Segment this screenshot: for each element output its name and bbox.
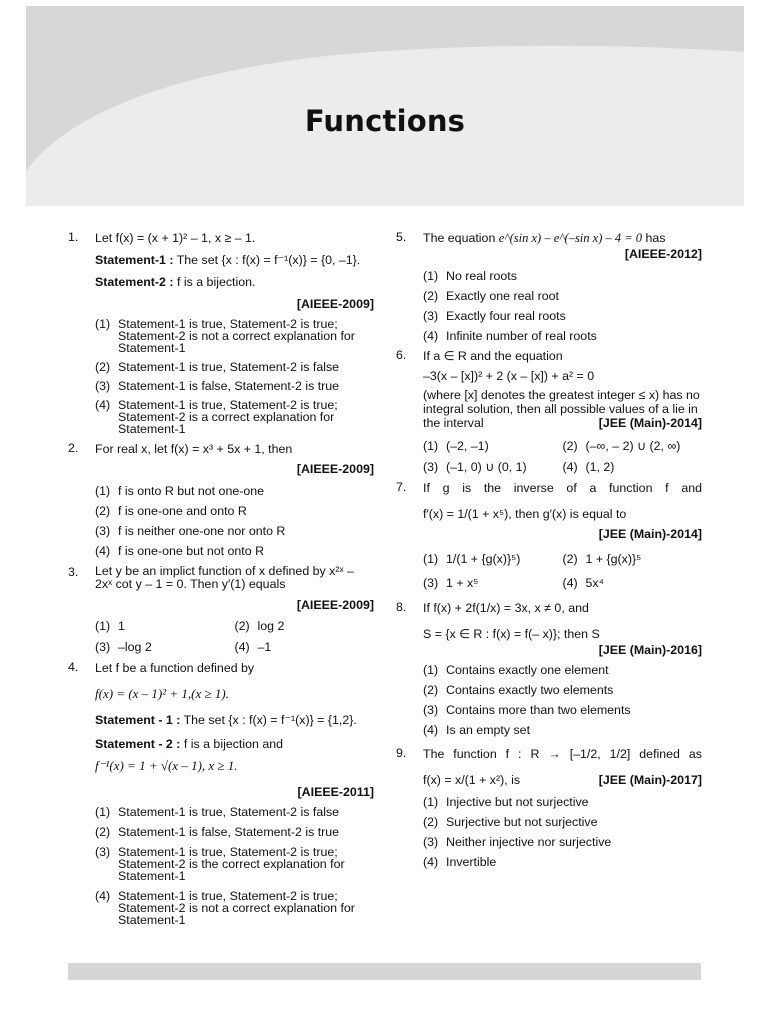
question-stem: For real x, let f(x) = x³ + 5x + 1, then xyxy=(95,442,293,456)
question-3 xyxy=(68,565,374,654)
question-9 xyxy=(396,746,702,868)
question-stem: Let y be an implict function of x defined by x²ˣ – 2xˣ cot y – 1 = 0. Then y′(1) equals xyxy=(95,564,354,591)
question-number: 3. xyxy=(68,565,79,579)
question-stem: If g is the inverse of a function f and xyxy=(423,481,702,495)
source-tag: [JEE (Main)-2014] xyxy=(598,416,702,430)
statement-2: Statement - 2 : f is a bijection and xyxy=(95,737,284,751)
question-6 xyxy=(396,348,702,474)
statement-1: Statement - 1 : The set {x : f(x) = f⁻¹(x)} = {1,2}. xyxy=(95,713,357,727)
option-4: (4) f is one-one but not onto R xyxy=(95,544,265,558)
option-2: (2) (–∞, – 2) ∪ (2, ∞) xyxy=(562,439,681,453)
source-tag: [JEE (Main)-2014] xyxy=(598,527,702,541)
option-1: (1) (–2, –1) xyxy=(423,439,489,453)
option-1: (1) Statement-1 is true, Statement-2 is false xyxy=(95,805,340,819)
option-4: (4) 5x⁴ xyxy=(562,576,604,590)
question-number: 5. xyxy=(396,230,407,244)
option-3: (3) Neither injective nor surjective xyxy=(423,835,612,849)
option-3: (3) Exactly four real roots xyxy=(423,309,566,323)
source-tag: [AIEEE-2009] xyxy=(296,598,374,612)
source-tag: [AIEEE-2009] xyxy=(296,462,374,476)
option-4: (4) Infinite number of real roots xyxy=(423,329,597,343)
option-2: (2) f is one-one and onto R xyxy=(95,504,247,518)
option-2: (2) 1 + {g(x)}⁵ xyxy=(562,552,642,566)
question-stem: The equation e^(sin x) – e^(–sin x) – 4 = 0 has xyxy=(423,231,666,245)
question-stem: The function f : R → [–1/2, 1/2] defined as xyxy=(423,747,702,761)
condition: f′(x) = 1/(1 + x⁵), then g′(x) is equal to xyxy=(423,507,627,521)
option-4: (4) Statement-1 is true, Statement-2 is true; Statement-2 is a correct explanation for Statement-1 xyxy=(95,398,338,436)
question-4 xyxy=(68,660,374,926)
equation: e^(sin x) – e^(–sin x) – 4 = 0 xyxy=(498,231,643,245)
question-note: (where [x] denotes the greatest integer ≤ x) has no integral solution, then all possible values of a lie in the interval xyxy=(423,388,700,430)
option-4: (4) (1, 2) xyxy=(562,460,615,474)
option-1: (1) Statement-1 is true, Statement-2 is true; Statement-2 is not a correct explanation for Statement-1 xyxy=(95,317,355,355)
right-column xyxy=(396,230,702,868)
question-number: 8. xyxy=(396,600,407,614)
option-2: (2) Exactly one real root xyxy=(423,289,559,303)
option-3: (3) Statement-1 is false, Statement-2 is true xyxy=(95,379,340,393)
options-row-1 xyxy=(95,619,374,633)
function-definition: f(x) = x/(1 + x²), is xyxy=(423,773,521,787)
option-1: (1) Injective but not surjective xyxy=(423,795,589,809)
question-stem: Let f(x) = (x + 1)² – 1, x ≥ – 1. xyxy=(95,231,256,245)
source-tag: [JEE (Main)-2016] xyxy=(598,643,702,657)
option-3: (3) Statement-1 is true, Statement-2 is true; Statement-2 is the correct explanation for Statement-1 xyxy=(95,845,345,883)
source-tag: [AIEEE-2012] xyxy=(624,247,702,261)
statement-2: Statement-2 : f is a bijection. xyxy=(95,275,256,289)
question-5 xyxy=(396,230,702,342)
options-row-2 xyxy=(423,460,702,474)
question-number: 2. xyxy=(68,441,79,455)
option-2: (2) Statement-1 is true, Statement-2 is false xyxy=(95,360,340,374)
question-number: 9. xyxy=(396,746,407,760)
source-tag: [AIEEE-2011] xyxy=(297,785,374,799)
question-stem: If a ∈ R and the equation xyxy=(423,349,563,363)
function-definition: f(x) = (x – 1)² + 1,(x ≥ 1). xyxy=(95,686,229,701)
footer-bar xyxy=(68,963,701,980)
option-4: (4) Is an empty set xyxy=(423,723,531,737)
option-3: (3) f is neither one-one nor onto R xyxy=(95,524,286,538)
option-4: (4) –1 xyxy=(234,640,272,654)
page-title: Functions xyxy=(304,104,466,138)
option-2: (2) log 2 xyxy=(234,619,285,633)
question-number: 7. xyxy=(396,480,407,494)
question-1 xyxy=(68,230,374,435)
question-7 xyxy=(396,480,702,590)
option-4: (4) Invertible xyxy=(423,855,497,869)
options-row-2 xyxy=(423,576,702,590)
question-number: 4. xyxy=(68,660,79,674)
question-2 xyxy=(68,441,374,557)
set-definition: S = {x ∈ R : f(x) = f(– x)}; then S xyxy=(423,627,600,641)
source-tag: [JEE (Main)-2017] xyxy=(598,773,702,787)
options-row-1 xyxy=(423,552,702,566)
question-number: 6. xyxy=(396,348,407,362)
page-header xyxy=(26,6,744,206)
option-1: (1) Contains exactly one element xyxy=(423,663,609,677)
option-3: (3) Contains more than two elements xyxy=(423,703,631,717)
question-number: 1. xyxy=(68,230,79,244)
equation: –3(x – [x])² + 2 (x – [x]) + a² = 0 xyxy=(423,369,595,383)
left-column xyxy=(68,230,374,926)
option-1: (1) f is onto R but not one-one xyxy=(95,484,265,498)
option-2: (2) Statement-1 is false, Statement-2 is true xyxy=(95,825,340,839)
option-3: (3) (–1, 0) ∪ (0, 1) xyxy=(423,460,527,474)
source-tag: [AIEEE-2009] xyxy=(296,297,374,311)
option-1: (1) 1/(1 + {g(x)}⁵) xyxy=(423,552,521,566)
statement-1: Statement-1 : The set {x : f(x) = f⁻¹(x)} = {0, –1}. xyxy=(95,253,361,267)
option-2: (2) Surjective but not surjective xyxy=(423,815,598,829)
options-row-1 xyxy=(423,439,702,453)
options-row-2 xyxy=(95,640,374,654)
option-3: (3) –log 2 xyxy=(95,640,152,654)
question-stem: Let f be a function defined by xyxy=(95,661,255,675)
question-stem: If f(x) + 2f(1/x) = 3x, x ≠ 0, and xyxy=(423,601,589,615)
option-1: (1) 1 xyxy=(95,619,125,633)
question-8 xyxy=(396,600,702,736)
inverse-formula: f⁻¹(x) = 1 + √(x – 1), x ≥ 1. xyxy=(95,758,238,773)
option-4: (4) Statement-1 is true, Statement-2 is true; Statement-2 is not a correct explanation for Statement-1 xyxy=(95,889,355,927)
option-3: (3) 1 + x⁵ xyxy=(423,576,479,590)
option-2: (2) Contains exactly two elements xyxy=(423,683,614,697)
option-1: (1) No real roots xyxy=(423,269,517,283)
